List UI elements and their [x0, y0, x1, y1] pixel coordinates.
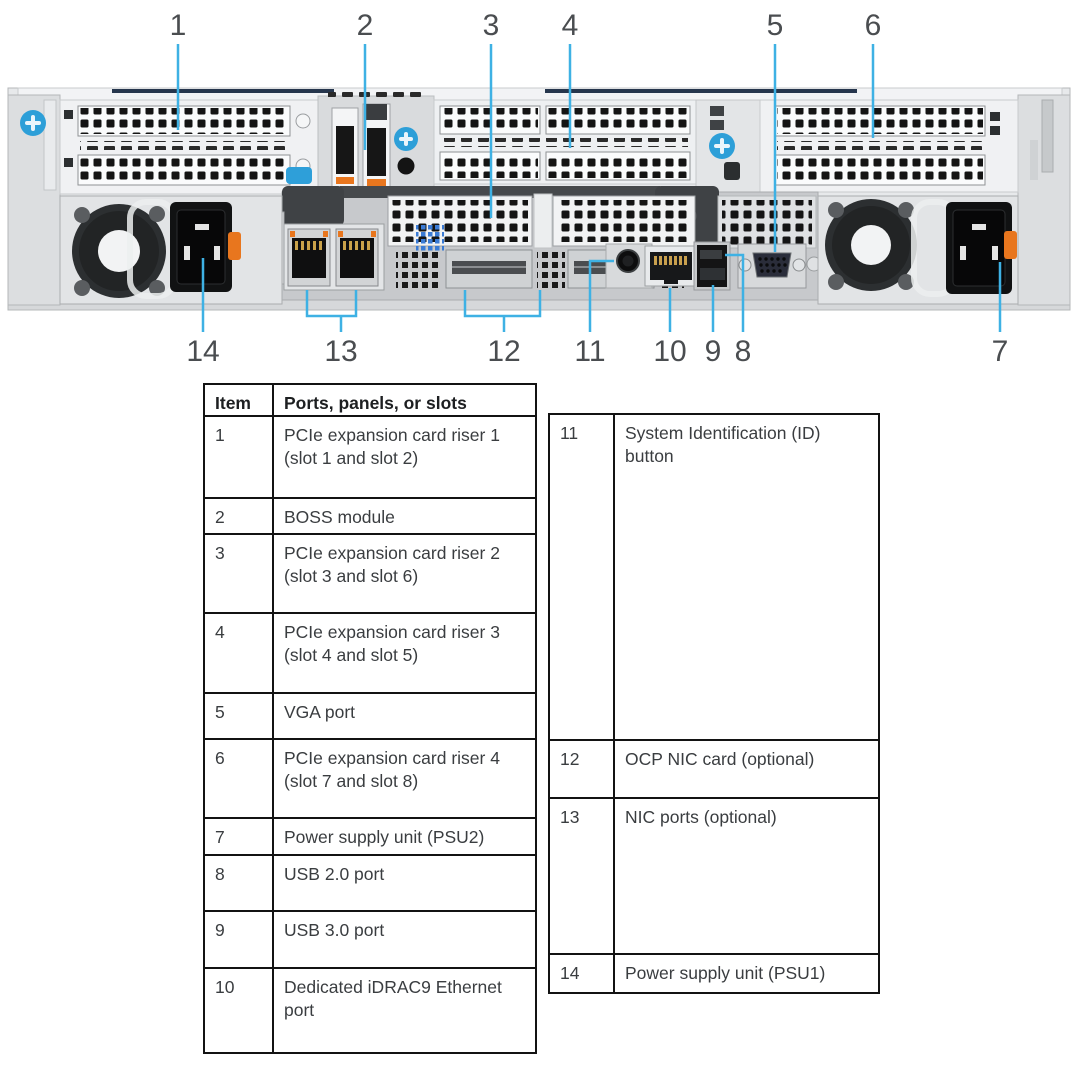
- center-filler-panel: [696, 100, 760, 192]
- psu2: [818, 196, 1018, 304]
- sfp-cage-icon: [446, 250, 532, 288]
- callout-2: 2: [356, 9, 374, 42]
- callout-4: 4: [561, 9, 579, 42]
- psu-release-latch-icon: [1004, 231, 1017, 259]
- callout-5: 5: [766, 9, 784, 42]
- callout-11: 11: [574, 335, 606, 368]
- table-row: [550, 955, 878, 992]
- description-cell: Power supply unit (PSU2): [284, 827, 485, 847]
- item-cell: 2: [205, 499, 274, 533]
- boss-module: [318, 89, 434, 194]
- item-cell: 9: [205, 912, 274, 967]
- item-cell: 4: [205, 614, 274, 692]
- usb-ports: [694, 242, 730, 290]
- item-cell: 14: [550, 955, 615, 992]
- table-row: [205, 969, 535, 1052]
- description-cell: NIC ports (optional): [625, 807, 777, 827]
- description-cell: USB 3.0 port: [284, 920, 385, 940]
- description-cell: BOSS module: [284, 507, 395, 527]
- psu-fan-icon: [825, 199, 917, 291]
- description-cell: VGA port: [284, 702, 356, 722]
- blue-pin-grid-icon: [416, 224, 444, 252]
- description-cell: PCIe expansion card riser 3 (slot 4 and slot 5): [284, 622, 500, 665]
- description-cell: PCIe expansion card riser 2 (slot 3 and slot 6): [284, 543, 500, 586]
- table-row: [550, 415, 878, 741]
- riser-3: [434, 100, 696, 184]
- table-row: [205, 819, 535, 856]
- psu-release-latch-icon: [228, 232, 241, 260]
- left-mounting-ear: [8, 95, 60, 305]
- callout-3: 3: [482, 9, 500, 42]
- callout-7: 7: [991, 335, 1009, 368]
- riser-1: [60, 100, 318, 194]
- table-row: [205, 740, 535, 819]
- callout-8: 8: [734, 335, 752, 368]
- description-cell: Power supply unit (PSU1): [625, 963, 826, 983]
- item-cell: 5: [205, 694, 274, 738]
- psu-fan-icon: [72, 204, 166, 298]
- callout-1: 1: [169, 9, 187, 42]
- usb-2-port: [700, 250, 722, 259]
- item-cell: 8: [205, 856, 274, 910]
- description-cell: PCIe expansion card riser 4 (slot 7 and slot 8): [284, 748, 500, 791]
- callout-9: 9: [704, 335, 722, 368]
- description-cell: OCP NIC card (optional): [625, 749, 815, 769]
- power-socket-icon: [946, 202, 1012, 294]
- table-row: [205, 499, 535, 535]
- rj45-port-icon: [336, 229, 378, 286]
- table-row: [205, 856, 535, 912]
- idrac-ethernet-port: [645, 246, 697, 286]
- callout-6: 6: [864, 9, 882, 42]
- item-cell: 7: [205, 819, 274, 854]
- description-cell: System Identification (ID) button: [625, 423, 821, 466]
- item-cell: 1: [205, 417, 274, 497]
- item-cell: 12: [550, 741, 615, 797]
- riser-2: [388, 194, 816, 248]
- description-header: Ports, panels, or slots: [284, 393, 467, 413]
- server-rear-illustration: [0, 0, 1080, 380]
- rj45-port-icon: [288, 229, 330, 286]
- table-row: [205, 614, 535, 694]
- right-mounting-ear: [1018, 95, 1070, 305]
- table-row: [205, 694, 535, 740]
- callout-10: 10: [653, 335, 687, 368]
- ports-table-left: [203, 383, 537, 1054]
- riser-4: [760, 100, 1018, 192]
- description-cell: Dedicated iDRAC9 Ethernet port: [284, 977, 502, 1020]
- table-row: [205, 912, 535, 969]
- table-row: [205, 535, 535, 614]
- cable-arm-mount-left: [282, 186, 344, 226]
- item-cell: 10: [205, 969, 274, 1052]
- usb-3-port: [700, 268, 725, 280]
- table-row: [205, 417, 535, 499]
- callout-12: 12: [487, 335, 521, 368]
- item-cell: 11: [550, 415, 615, 739]
- psu1: [60, 196, 282, 304]
- table-row: [550, 741, 878, 799]
- ports-table-right: [548, 413, 880, 994]
- power-socket-icon: [170, 202, 232, 292]
- item-header: Item: [205, 385, 274, 415]
- table-row: [550, 799, 878, 955]
- callout-13: 13: [324, 335, 358, 368]
- table-header-row: [205, 385, 535, 417]
- description-cell: PCIe expansion card riser 1 (slot 1 and slot 2): [284, 425, 500, 468]
- server-rear-figure: [0, 0, 1080, 380]
- item-cell: 6: [205, 740, 274, 817]
- callout-14: 14: [186, 335, 220, 368]
- item-cell: 3: [205, 535, 274, 612]
- blue-release-latch-icon: [286, 167, 312, 184]
- item-cell: 13: [550, 799, 615, 953]
- description-cell: USB 2.0 port: [284, 864, 385, 884]
